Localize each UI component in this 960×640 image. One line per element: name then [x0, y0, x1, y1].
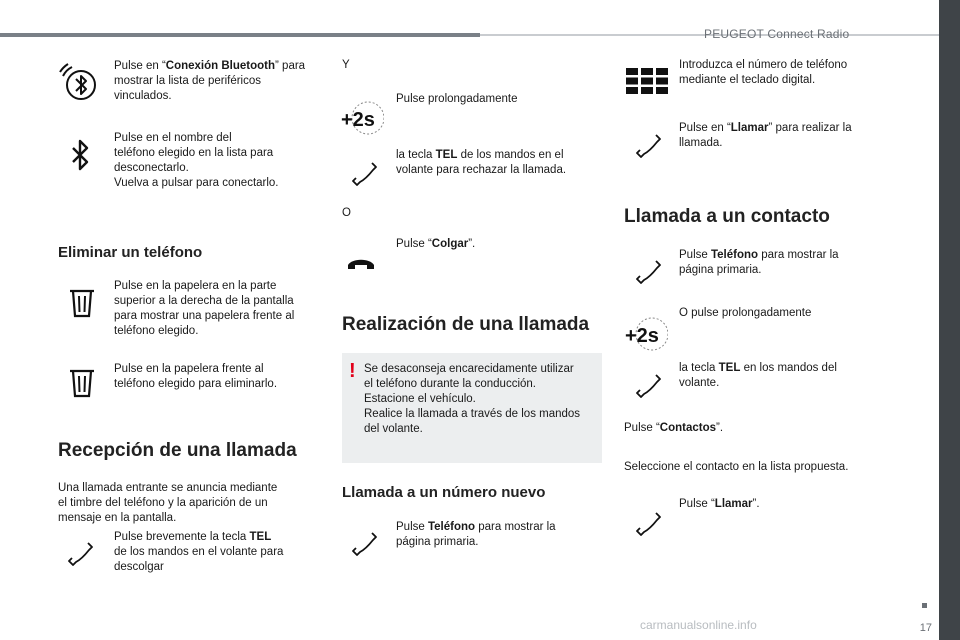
tel-short-text: Pulse brevemente la tecla TEL de los mandos en el volante para descolgar: [114, 531, 284, 573]
page-number: 17: [919, 622, 932, 634]
keypad-icon: [626, 68, 668, 94]
make-call-title: Realización de una llamada: [342, 314, 590, 335]
bt-connection-text: Pulse en “Conexión Bluetooth” para mostrar la lista de periféricos vinculados.: [114, 60, 306, 102]
page-header-title: PEUGEOT Connect Radio: [704, 27, 850, 41]
hang-up-icon: [346, 256, 376, 270]
phone-handset-icon: [636, 132, 662, 158]
contact-long-press-text: O pulse prolongadamente: [679, 307, 812, 319]
svg-text:+2s: +2s: [625, 325, 659, 347]
colgar-text: Pulse “Colgar”.: [396, 238, 476, 250]
y-label: Y: [342, 59, 350, 71]
contact-telefono-text: Pulse Teléfono para mostrar la página primaria.: [679, 249, 839, 276]
press-2s-icon: [624, 314, 668, 354]
page-dot: [922, 603, 927, 608]
phone-handset-icon: [68, 540, 94, 566]
warning-icon: !: [349, 360, 356, 382]
llamar-text: Pulse en “Llamar” para realizar la llamada.: [679, 122, 852, 149]
bt-name-text: Pulse en el nombre del teléfono elegido en la lista para desconectarlo. Vuelva a pulsar para conectarlo.: [114, 132, 279, 189]
tel-reject-text: la tecla TEL de los mandos en el volante para rechazar la llamada.: [396, 149, 567, 176]
o-label: O: [342, 207, 351, 219]
phone-handset-icon: [352, 530, 378, 556]
svg-text:+2s: +2s: [341, 109, 375, 131]
receive-call-title: Recepción de una llamada: [58, 440, 297, 461]
contactos-text: Pulse “Contactos”.: [624, 422, 724, 434]
phone-handset-icon: [636, 258, 662, 284]
llamar2-text: Pulse “Llamar”.: [679, 498, 760, 510]
press-2s-icon: [340, 98, 384, 138]
watermark: carmanualsonline.info: [640, 618, 757, 632]
phone-handset-icon: [636, 510, 662, 536]
keypad-text: Introduzca el número de teléfono mediante el teclado digital.: [679, 59, 848, 86]
trash-icon: [68, 368, 96, 398]
warning-text: Se desaconseja encarecidamente utilizar el teléfono durante la conducción. Estacione el vehículo. Realice la llamada a través de los mandos del volante.: [364, 363, 581, 435]
sidebar-strip: [939, 0, 960, 640]
trash-icon: [68, 288, 96, 318]
trash-delete-text: Pulse en la papelera frente al teléfono elegido para eliminarlo.: [114, 363, 278, 390]
new-number-title: Llamada a un número nuevo: [342, 484, 546, 501]
long-press-text: Pulse prolongadamente: [396, 93, 518, 105]
header-bar: [0, 33, 480, 37]
trash-top-text: Pulse en la papelera en la parte superior a la derecha de la pantalla para mostrar una papelera frente al teléfono elegido.: [114, 280, 295, 337]
delete-phone-title: Eliminar un teléfono: [58, 244, 203, 261]
receive-call-text: Una llamada entrante se anuncia mediante el timbre del teléfono y la aparición de un mensaje en la pantalla.: [58, 482, 278, 524]
bluetooth-connection-icon: [58, 62, 100, 104]
select-contact-text: Seleccione el contacto en la lista propuesta.: [624, 461, 849, 473]
phone-handset-icon: [636, 372, 662, 398]
contact-tel-text: la tecla TEL en los mandos del volante.: [679, 362, 837, 389]
phone-handset-icon: [352, 160, 378, 186]
bluetooth-icon: [70, 138, 92, 172]
contact-call-title: Llamada a un contacto: [624, 206, 830, 227]
telefono-text: Pulse Teléfono para mostrar la página primaria.: [396, 521, 556, 548]
